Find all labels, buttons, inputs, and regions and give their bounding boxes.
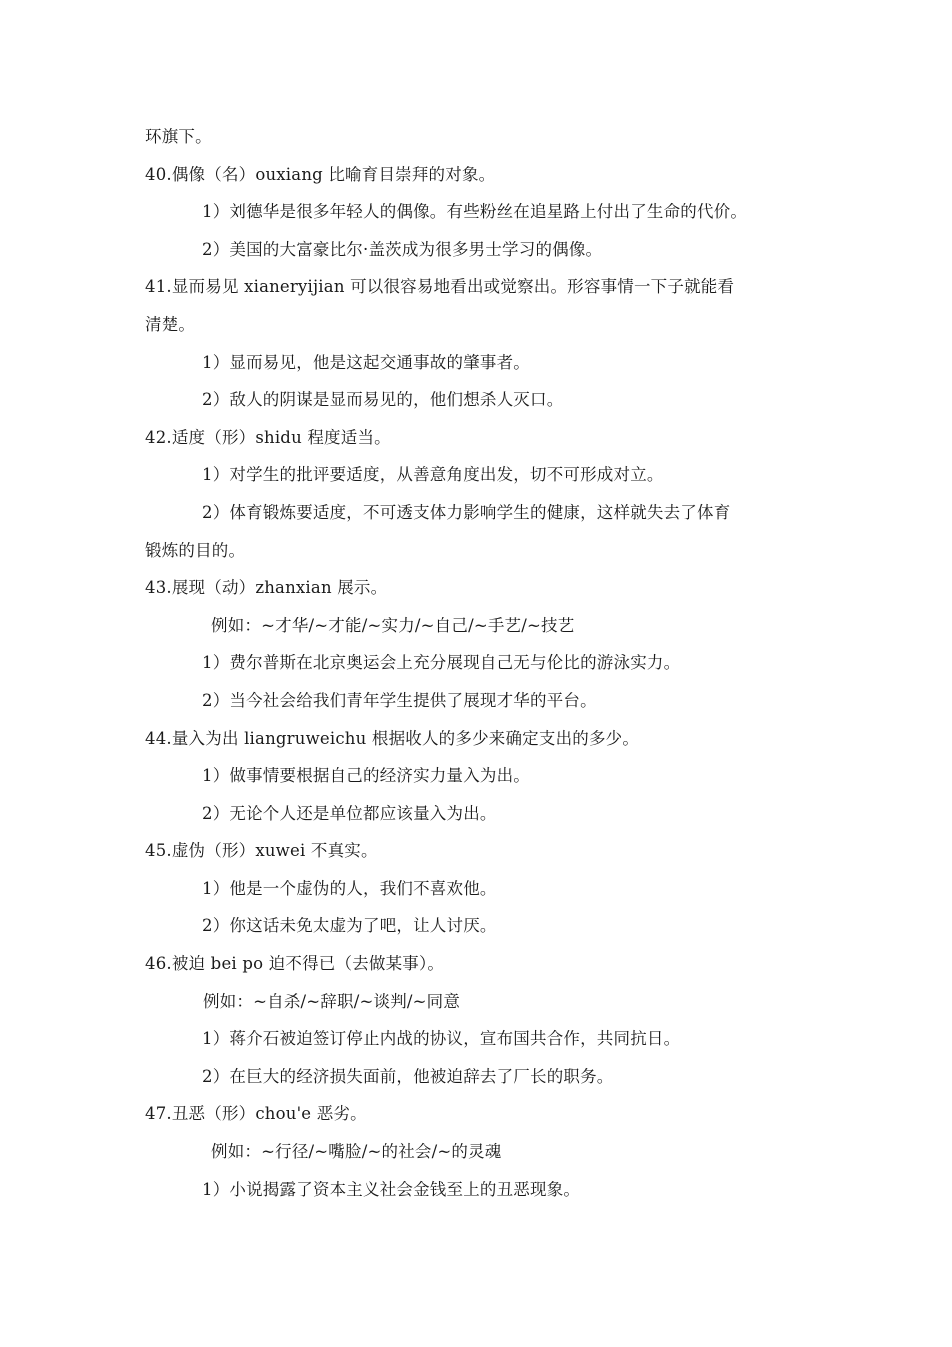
example-sentence: 1）做事情要根据自己的经济实力量入为出。	[202, 766, 530, 786]
usage-examples: 例如：~自杀/~辞职/~谈判/~同意	[203, 991, 461, 1011]
example-sentence: 1）显而易见，他是这起交通事故的肇事者。	[202, 352, 530, 372]
usage-examples: 例如：~才华/~才能/~实力/~自己/~手艺/~技艺	[211, 615, 575, 635]
example-sentence: 1）对学生的批评要适度，从善意角度出发，切不可形成对立。	[202, 465, 664, 485]
text-line: 清楚。	[145, 314, 196, 334]
example-sentence: 1）蒋介石被迫签订停止内战的协议，宣布国共合作，共同抗日。	[202, 1029, 681, 1049]
text-line: 环旗下。	[145, 127, 212, 146]
example-sentence: 1）他是一个虚伪的人，我们不喜欢他。	[202, 878, 497, 898]
entry-heading-41: 41.显而易见 xianeryijian 可以很容易地看出或觉察出。形容事情一下子就能看	[145, 277, 735, 297]
example-sentence: 2）你这话未免太虚为了吧，让人讨厌。	[202, 916, 497, 936]
example-sentence: 2）无论个人还是单位都应该量入为出。	[202, 803, 497, 823]
example-sentence: 2）体育锻炼要适度，不可透支体力影响学生的健康，这样就失去了体育	[202, 502, 731, 522]
entry-heading-43: 43.展现（动）zhanxian 展示。	[145, 578, 388, 598]
entry-heading-46: 46.被迫 bei po 迫不得已（去做某事）。	[145, 954, 445, 974]
example-sentence: 1）刘德华是很多年轻人的偶像。有些粉丝在追星路上付出了生命的代价。	[202, 202, 748, 222]
text-line: 锻炼的目的。	[145, 540, 246, 560]
entry-heading-44: 44.量入为出 liangruweichu 根据收人的多少来确定支出的多少。	[145, 728, 640, 748]
entry-heading-45: 45.虚伪（形）xuwei 不真实。	[145, 841, 378, 861]
example-sentence: 2）敌人的阴谋是显而易见的，他们想杀人灭口。	[202, 390, 564, 410]
entry-heading-40: 40.偶像（名）ouxiang 比喻育目崇拜的对象。	[145, 164, 496, 184]
usage-examples: 例如：~行径/~嘴脸/~的社会/~的灵魂	[211, 1142, 502, 1162]
example-sentence: 2）美国的大富豪比尔·盖茨成为很多男士学习的偶像。	[202, 239, 603, 259]
example-sentence: 2）当今社会给我们青年学生提供了展现才华的平台。	[202, 690, 597, 710]
example-sentence: 1）费尔普斯在北京奥运会上充分展现自己无与伦比的游泳实力。	[202, 653, 681, 673]
document-body	[145, 118, 825, 1208]
example-sentence: 1）小说揭露了资本主义社会金钱至上的丑恶现象。	[202, 1179, 581, 1199]
example-sentence: 2）在巨大的经济损失面前，他被迫辞去了厂长的职务。	[202, 1066, 614, 1086]
entry-heading-42: 42.适度（形）shidu 程度适当。	[145, 427, 391, 447]
entry-heading-47: 47.丑恶（形）chou'e 恶劣。	[145, 1104, 367, 1124]
